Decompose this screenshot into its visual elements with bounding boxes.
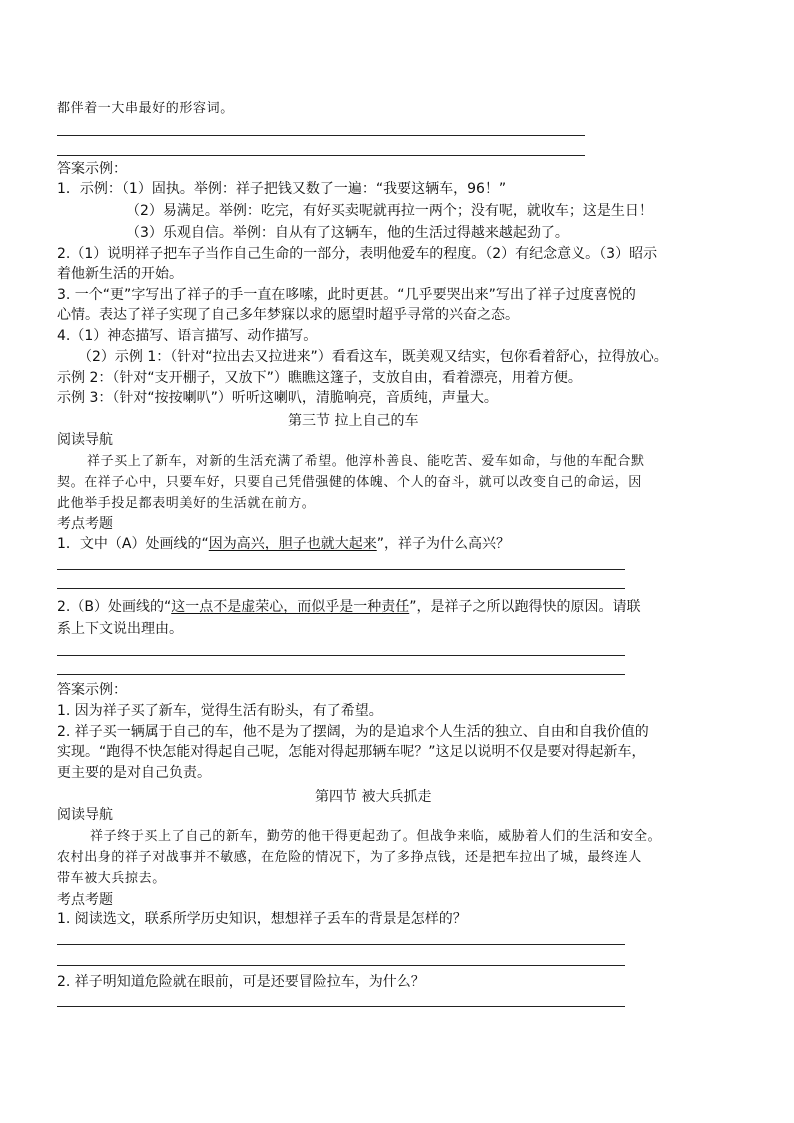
answer-line: [57, 655, 625, 656]
answer-line: [57, 674, 625, 675]
guide-text: 此他举手投足都表明美好的生活就在前方。: [57, 496, 316, 511]
question-text: 系上下文说出理由。: [57, 621, 183, 637]
answer-line: [57, 1006, 625, 1007]
answer-text: 着他新生活的开始。: [57, 266, 183, 282]
question-1: 1. 阅读选文，联系所学历史知识，想想祥子丢车的背景是怎样的？: [57, 911, 467, 927]
underlined-quote: 因为高兴，胆子也就大起来: [208, 536, 377, 552]
question-text: ”，是祥子之所以跑得快的原因。请联: [409, 599, 641, 615]
answer-line: [57, 135, 585, 136]
answer-text: 更主要的是对自己负责。: [57, 765, 211, 781]
guide-text: 祥子买上了新车，对新的生活充满了希望。他淳朴善良、能吃苦、爱车如命，与他的车配合默: [87, 454, 645, 469]
question-text: 2.（B）处画线的“: [57, 599, 172, 615]
answer-line: [57, 944, 625, 945]
answer-text: （2）易满足。举例：吃完，有好买卖呢就再拉一两个；没有呢，就收车；这是生日！: [126, 203, 653, 219]
question-text: ”，祥子为什么高兴？: [376, 536, 511, 552]
question-text: 1．文中（A）处画线的“: [57, 536, 209, 552]
answer-header: 答案示例：: [57, 682, 127, 698]
answer-text: 3. 一个“更”字写出了祥子的手一直在哆嗦，此时更甚。“几乎要哭出来”写出了祥子过度喜悦的: [57, 287, 636, 303]
question-2: [57, 598, 640, 616]
answer-text: 示例 2：（针对“支开棚子，又放下”）瞧瞧这篷子，支放自由，看着漂亮，用着方便。: [57, 370, 582, 386]
answer-header: 答案示例：: [57, 161, 127, 177]
guide-text: 农村出身的祥子对战事并不敏感，在危险的情况下，为了多挣点钱，还是把车拉出了城，最终连人: [57, 850, 642, 865]
answer-text: 4.（1）神态描写、语言描写、动作描写。: [57, 328, 318, 344]
answer-line: [57, 569, 625, 570]
answer-text: 心情。表达了祥子实现了自己多年梦寐以求的愿望时超乎寻常的兴奋之态。: [57, 307, 519, 323]
answer-text: 示例 3：（针对“按按喇叭”）听听这喇叭，清脆响亮，音质纯，声量大。: [57, 390, 498, 406]
answer-text: 实现。“跑得不快怎能对得起自己呢，怎能对得起那辆车呢？”这足以说明不仅是要对得起新车，: [57, 744, 646, 760]
question-label: 考点考题: [57, 892, 113, 908]
answer-line: [57, 588, 625, 589]
answer-text: 1．示例：（1）固执。举例：祥子把钱又数了一遍：“我要这辆车，96！”: [57, 181, 507, 197]
question-label: 考点考题: [57, 516, 113, 532]
answer-text: 2.（1）说明祥子把车子当作自己生命的一部分，表明他爱车的程度。（2）有纪念意义。（3）昭示: [57, 246, 658, 262]
answer-text: （3）乐观自信。举例：自从有了这辆车，他的生活过得越来越起劲了。: [126, 225, 569, 241]
top-line: 都伴着一大串最好的形容词。: [57, 101, 234, 116]
section-title: 第四节 被大兵抓走: [315, 789, 432, 805]
guide-text: 带车被大兵掠去。: [57, 871, 166, 886]
question-2: 2. 祥子明知道危险就在眼前，可是还要冒险拉车，为什么？: [57, 974, 425, 990]
underlined-quote: 这一点不是虚荣心，而似乎是一种责任: [171, 599, 410, 615]
question-1: [57, 535, 510, 553]
guide-label: 阅读导航: [57, 807, 113, 823]
answer-text: 2. 祥子买一辆属于自己的车，他不是为了摆阔，为的是追求个人生活的独立、自由和自我价值的: [57, 724, 649, 740]
section-title: 第三节 拉上自己的车: [288, 413, 419, 429]
guide-text: 祥子终于买上了自己的新车，勤劳的他干得更起劲了。但战争来临，威胁着人们的生活和安全。: [90, 829, 662, 844]
answer-text: 1. 因为祥子买了新车，觉得生活有盼头，有了希望。: [57, 703, 383, 719]
answer-text: （2）示例 1：（针对“拉出去又拉进来”）看看这车，既美观又结实，包你看着舒心，拉得放心。: [78, 349, 668, 365]
answer-line: [57, 155, 585, 156]
answer-line: [57, 965, 625, 966]
guide-text: 契。在祥子心中，只要车好，只要自己凭借强健的体魄、个人的奋斗，就可以改变自己的命运，因: [57, 475, 642, 490]
guide-label: 阅读导航: [57, 432, 113, 448]
